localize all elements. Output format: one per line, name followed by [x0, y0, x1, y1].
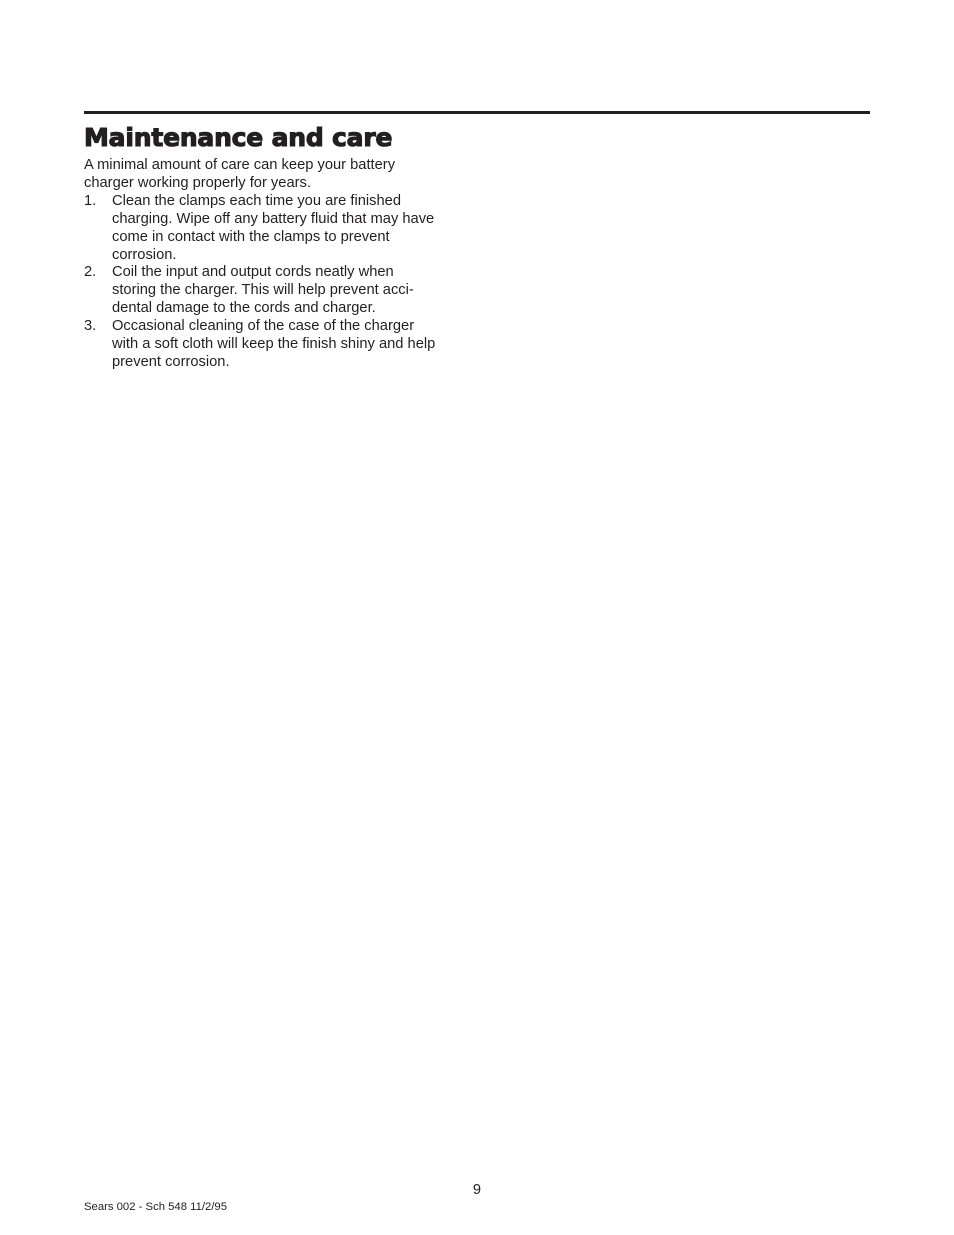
list-item-number: 3. — [84, 318, 97, 335]
list-item — [84, 318, 474, 372]
list-item-number: 2. — [84, 264, 97, 281]
list-item — [84, 264, 474, 318]
page-number: 9 — [472, 1182, 482, 1198]
maintenance-list — [84, 193, 474, 372]
header-rule — [84, 111, 870, 114]
footer-code: Sears 002 - Sch 548 11/2/95 — [84, 1201, 227, 1213]
list-item — [84, 193, 474, 265]
intro-paragraph: A minimal amount of care can keep your battery charger working properly for years. — [84, 157, 396, 191]
list-item-text: Clean the clamps each time you are finished charging. Wipe off any battery fluid that may have come in contact with the clamps to prevent corrosion. — [112, 192, 435, 263]
section-title: Maintenance and care — [84, 123, 393, 152]
list-item-text: Occasional cleaning of the case of the charger with a soft cloth will keep the finish shiny and help prevent corrosion. — [112, 318, 436, 370]
list-item-text: Coil the input and output cords neatly when storing the charger. This will help prevent acci- dental damage to the cords and charger. — [112, 264, 414, 317]
list-item-number: 1. — [84, 192, 97, 209]
section-body — [84, 157, 474, 372]
